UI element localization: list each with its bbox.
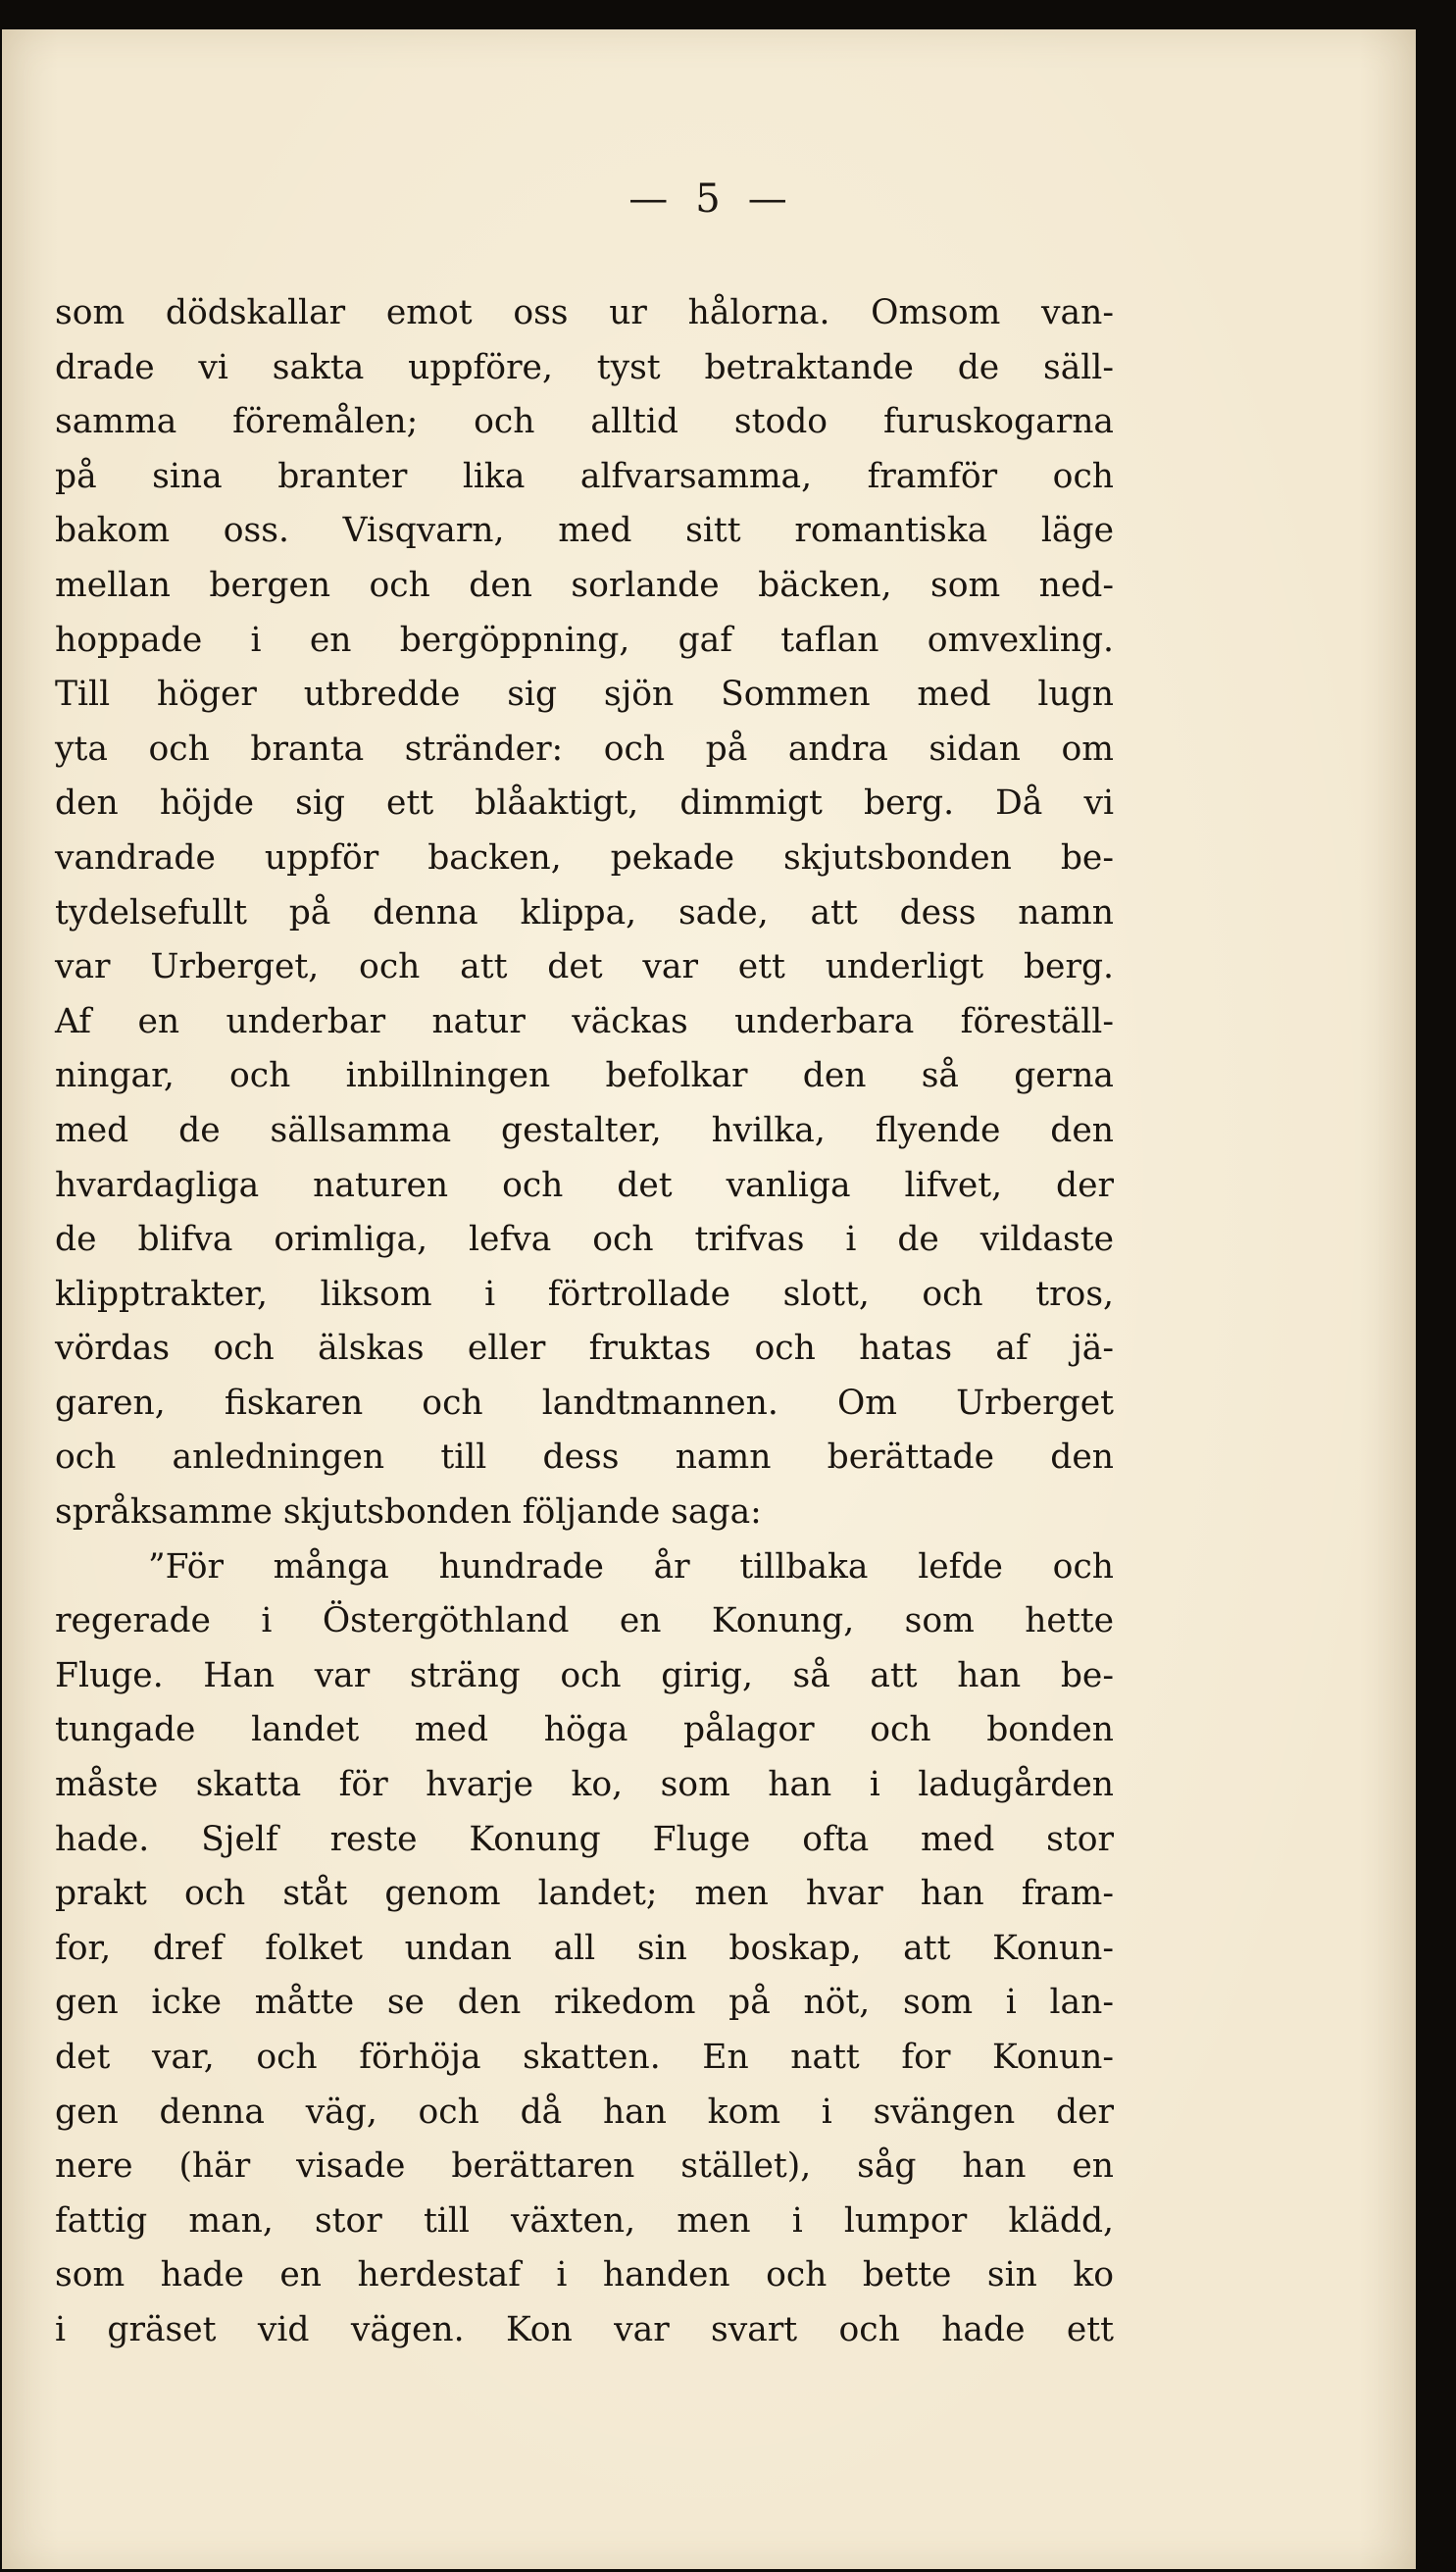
text-line: garen, fiskaren och landtmannen. Om Urberget [55, 1383, 1114, 1423]
text-line: nere (här visade berättaren stället), såg han en [55, 2146, 1114, 2187]
text-line: och anledningen till dess namn berättade den [55, 1437, 1114, 1478]
text-line: i gräset vid vägen. Kon var svart och hade ett [55, 2309, 1114, 2349]
page-number: 5 [695, 177, 723, 222]
text-line: samma föremålen; och alltid stodo furuskogarna [55, 402, 1114, 442]
text-line: Af en underbar natur väckas underbara föreställ- [55, 1001, 1114, 1041]
text-line: regerade i Östergöthland en Konung, som hette [55, 1601, 1114, 1641]
text-line: med de sällsamma gestalter, hvilka, flyende den [55, 1110, 1114, 1150]
text-line: språksamme skjutsbonden följande saga: [55, 1492, 762, 1533]
text-line: hade. Sjelf reste Konung Fluge ofta med stor [55, 1819, 1114, 1859]
text-line: vandrade uppför backen, pekade skjutsbonden be- [55, 837, 1114, 878]
text-line: det var, och förhöja skatten. En natt for Konun- [55, 2038, 1114, 2077]
text-line: som dödskallar emot oss ur hålorna. Omsom van- [55, 293, 1114, 332]
text-line: drade vi sakta uppföre, tyst betraktande de säll- [55, 347, 1114, 387]
text-line: gen denna väg, och då han kom i svängen der [55, 2092, 1114, 2132]
text-line: på sina branter lika alfvarsamma, framför och [55, 456, 1114, 496]
text-line: hoppade i en bergöppning, gaf taflan omvexling. [55, 620, 1114, 660]
text-line: gen icke måtte se den rikedom på nöt, som i lan- [55, 1983, 1114, 2023]
text-line: ningar, och inbillningen befolkar den så gerna [55, 1056, 1114, 1096]
text-line: mellan bergen och den sorlande bäcken, som ned- [55, 565, 1114, 605]
text-line: bakom oss. Visqvarn, med sitt romantiska läge [55, 511, 1114, 551]
text-line: tungade landet med höga pålagor och bonden [55, 1710, 1114, 1750]
text-line: ”För många hundrade år tillbaka lefde och [148, 1546, 1114, 1587]
text-line: tydelsefullt på denna klippa, sade, att dess namn [55, 892, 1114, 933]
header-dash-left: — [628, 177, 671, 222]
text-line: prakt och ståt genom landet; men hvar han fram- [55, 1874, 1114, 1914]
book-page [2, 29, 1416, 2569]
text-line: som hade en herdestaf i handen och bette sin ko [55, 2255, 1114, 2295]
text-line: Till höger utbredde sig sjön Sommen med lugn [55, 675, 1114, 715]
text-line: klipptrakter, liksom i förtrollade slott, och tros, [55, 1274, 1114, 1314]
text-line: yta och branta stränder: och på andra sidan om [55, 729, 1114, 769]
text-line: var Urberget, och att det var ett underligt berg. [55, 947, 1114, 987]
text-line: måste skatta för hvarje ko, som han i ladugården [55, 1765, 1114, 1805]
text-line: vördas och älskas eller fruktas och hatas af jä- [55, 1329, 1114, 1369]
text-line: den höjde sig ett blåaktigt, dimmigt berg. Då vi [55, 783, 1114, 824]
text-line: for, dref folket undan all sin boskap, att Konun- [55, 1928, 1114, 1968]
page-header [2, 177, 1416, 222]
body-text [55, 286, 1114, 2358]
text-line: fattig man, stor till växten, men i lumpor klädd, [55, 2200, 1114, 2241]
header-dash-right: — [747, 177, 789, 222]
text-line: Fluge. Han var sträng och girig, så att han be- [55, 1655, 1114, 1695]
text-line: de blifva orimliga, lefva och trifvas i de vildaste [55, 1220, 1114, 1260]
text-line: hvardagliga naturen och det vanliga lifvet, der [55, 1165, 1114, 1205]
